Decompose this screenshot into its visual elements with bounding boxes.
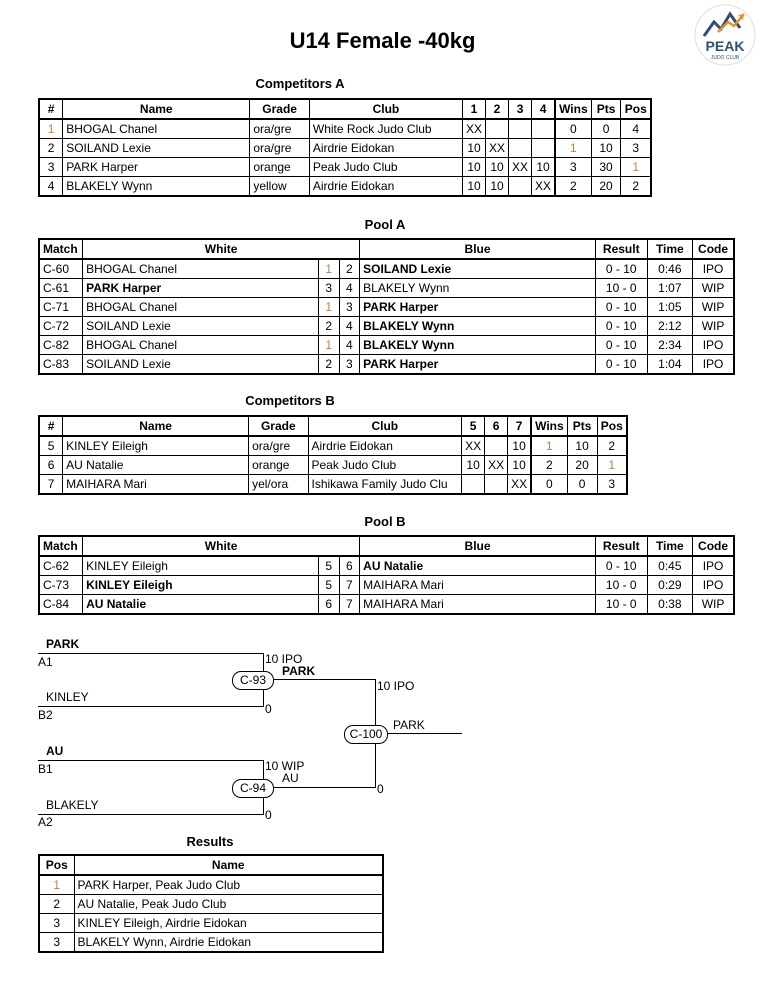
- table-cell: 1: [39, 875, 74, 895]
- table-cell: 10: [486, 177, 509, 197]
- table-cell: 2: [39, 895, 74, 914]
- table-header-row: [39, 416, 627, 436]
- table-row: [39, 475, 627, 495]
- table-cell: BHOGAL Chanel: [83, 298, 319, 317]
- table-cell: WIP: [693, 298, 734, 317]
- table-cell: 20: [567, 456, 597, 475]
- bracket-score: 0: [265, 808, 272, 822]
- table-cell: 3: [555, 158, 591, 177]
- table-cell: 2: [621, 177, 651, 197]
- col-header: White: [83, 536, 360, 556]
- col-header: White: [83, 239, 360, 259]
- col-header: 1: [463, 99, 486, 119]
- col-header: Wins: [531, 416, 567, 436]
- table-cell: 1: [318, 336, 339, 355]
- table-cell: White Rock Judo Club: [309, 119, 462, 139]
- bracket-line: [38, 814, 264, 815]
- table-cell: 2:34: [647, 336, 692, 355]
- bracket-line: [264, 679, 376, 680]
- bracket-competitor-2: KINLEY: [46, 690, 89, 704]
- table-cell: Airdrie Eidokan: [309, 177, 462, 197]
- table-row: [39, 279, 734, 298]
- table-cell: 10: [463, 177, 486, 197]
- table-cell: ora/gre: [249, 436, 308, 456]
- table-cell: KINLEY Eileigh: [83, 556, 319, 576]
- table-row: [39, 355, 734, 375]
- match-node-c94: C-94: [232, 779, 274, 798]
- table-cell: 0 - 10: [595, 298, 647, 317]
- table-cell: 10: [591, 139, 621, 158]
- table-cell: 1: [318, 259, 339, 279]
- table-row: [39, 933, 383, 953]
- table-cell: 20: [591, 177, 621, 197]
- table-cell: XX: [486, 139, 509, 158]
- table-cell: 10 - 0: [595, 279, 647, 298]
- table-cell: 3: [39, 933, 74, 953]
- table-cell: 2: [339, 259, 360, 279]
- table-cell: 1:07: [647, 279, 692, 298]
- table-cell: 3: [318, 279, 339, 298]
- table-cell: WIP: [693, 595, 734, 615]
- logo-text: PEAK: [705, 38, 745, 54]
- competitors-a-table: [38, 98, 652, 197]
- table-cell: XX: [532, 177, 556, 197]
- table-cell: XX: [463, 119, 486, 139]
- table-cell: 0:46: [647, 259, 692, 279]
- table-cell: 7: [339, 576, 360, 595]
- table-cell: Peak Judo Club: [309, 158, 462, 177]
- table-cell: BLAKELY Wynn: [360, 279, 596, 298]
- table-cell: 0:45: [647, 556, 692, 576]
- table-cell: KINLEY Eileigh: [63, 436, 249, 456]
- table-cell: [462, 475, 485, 495]
- table-cell: BLAKELY Wynn: [360, 317, 596, 336]
- table-cell: PARK Harper, Peak Judo Club: [74, 875, 383, 895]
- table-cell: 7: [39, 475, 63, 495]
- table-cell: 0: [567, 475, 597, 495]
- col-header: Blue: [360, 536, 596, 556]
- competitors-a-heading: Competitors A: [255, 76, 345, 91]
- table-cell: 2: [531, 456, 567, 475]
- table-cell: [486, 119, 509, 139]
- table-cell: 1: [597, 456, 627, 475]
- table-cell: 5: [39, 436, 63, 456]
- bracket-score: 10 WIP: [265, 759, 305, 773]
- table-cell: C-62: [39, 556, 83, 576]
- table-row: [39, 595, 734, 615]
- table-header-row: [39, 99, 651, 119]
- col-header: Pts: [591, 99, 621, 119]
- table-row: [39, 436, 627, 456]
- table-cell: BLAKELY Wynn, Airdrie Eidokan: [74, 933, 383, 953]
- table-cell: 0 - 10: [595, 355, 647, 375]
- col-header: 5: [462, 416, 485, 436]
- col-header: 2: [486, 99, 509, 119]
- table-cell: IPO: [693, 576, 734, 595]
- table-row: [39, 119, 651, 139]
- table-cell: 1: [531, 436, 567, 456]
- col-header: Pos: [621, 99, 651, 119]
- table-cell: 0: [591, 119, 621, 139]
- table-cell: MAIHARA Mari: [360, 576, 596, 595]
- col-header: Time: [647, 239, 692, 259]
- table-cell: 1:04: [647, 355, 692, 375]
- table-header-row: [39, 536, 734, 556]
- table-cell: Ishikawa Family Judo Clu: [308, 475, 462, 495]
- table-cell: 2: [318, 317, 339, 336]
- table-cell: WIP: [693, 279, 734, 298]
- table-cell: MAIHARA Mari: [63, 475, 249, 495]
- table-cell: 6: [318, 595, 339, 615]
- table-cell: 0:29: [647, 576, 692, 595]
- bracket-seed-3: B1: [38, 762, 53, 776]
- bracket-line: [38, 706, 264, 707]
- bracket-competitor-1: PARK: [46, 637, 80, 651]
- table-cell: C-84: [39, 595, 83, 615]
- table-cell: 3: [39, 914, 74, 933]
- col-header: Time: [647, 536, 692, 556]
- table-cell: C-71: [39, 298, 83, 317]
- table-cell: 0 - 10: [595, 556, 647, 576]
- table-cell: BLAKELY Wynn: [360, 336, 596, 355]
- peak-judo-logo: [694, 2, 756, 68]
- table-cell: 6: [39, 456, 63, 475]
- pool-a-table: [38, 238, 735, 375]
- table-cell: C-83: [39, 355, 83, 375]
- table-cell: SOILAND Lexie: [83, 355, 319, 375]
- table-cell: 4: [621, 119, 651, 139]
- table-cell: 3: [621, 139, 651, 158]
- table-cell: [509, 119, 532, 139]
- table-cell: 3: [597, 475, 627, 495]
- table-cell: XX: [485, 456, 508, 475]
- page-title: U14 Female -40kg: [289, 28, 476, 53]
- table-row: [39, 556, 734, 576]
- table-cell: 0 - 10: [595, 336, 647, 355]
- table-cell: 5: [318, 576, 339, 595]
- table-header-row: [39, 239, 734, 259]
- pool-a-heading: Pool A: [364, 217, 406, 232]
- col-header: Wins: [555, 99, 591, 119]
- col-header: Match: [39, 239, 83, 259]
- table-cell: KINLEY Eileigh: [83, 576, 319, 595]
- table-cell: SOILAND Lexie: [360, 259, 596, 279]
- bracket-seed-2: B2: [38, 708, 53, 722]
- table-cell: 2: [555, 177, 591, 197]
- table-cell: [485, 475, 508, 495]
- col-header: Code: [693, 536, 734, 556]
- competitors-b-table: [38, 415, 628, 495]
- table-cell: 7: [339, 595, 360, 615]
- table-cell: [509, 139, 532, 158]
- table-cell: Airdrie Eidokan: [309, 139, 462, 158]
- table-cell: 4: [39, 177, 63, 197]
- table-cell: C-61: [39, 279, 83, 298]
- col-header: Name: [63, 416, 249, 436]
- table-cell: Airdrie Eidokan: [308, 436, 462, 456]
- table-row: [39, 875, 383, 895]
- table-cell: yel/ora: [249, 475, 308, 495]
- table-cell: XX: [508, 475, 532, 495]
- table-cell: 10 - 0: [595, 595, 647, 615]
- table-cell: 5: [318, 556, 339, 576]
- table-row: [39, 576, 734, 595]
- table-cell: PARK Harper: [83, 279, 319, 298]
- table-cell: SOILAND Lexie: [83, 317, 319, 336]
- bracket-competitor-4: BLAKELY: [46, 798, 99, 812]
- table-cell: 1: [621, 158, 651, 177]
- col-header: Result: [595, 536, 647, 556]
- bracket-score: 0: [377, 782, 384, 796]
- bracket-score: 10 IPO: [377, 679, 415, 693]
- table-cell: ora/gre: [250, 119, 310, 139]
- table-cell: 0:38: [647, 595, 692, 615]
- table-row: [39, 317, 734, 336]
- match-node-c100: C-100: [344, 725, 388, 744]
- col-header: 6: [485, 416, 508, 436]
- col-header: Grade: [250, 99, 310, 119]
- table-cell: ora/gre: [250, 139, 310, 158]
- bracket-final-winner: PARK: [393, 718, 425, 732]
- col-header: Pos: [39, 855, 74, 875]
- table-cell: 3: [339, 355, 360, 375]
- table-cell: C-72: [39, 317, 83, 336]
- table-cell: 10: [463, 158, 486, 177]
- table-cell: Peak Judo Club: [308, 456, 462, 475]
- table-cell: BHOGAL Chanel: [83, 336, 319, 355]
- table-row: [39, 139, 651, 158]
- table-cell: 6: [339, 556, 360, 576]
- bracket-competitor-3: AU: [46, 744, 64, 758]
- table-row: [39, 259, 734, 279]
- table-cell: MAIHARA Mari: [360, 595, 596, 615]
- table-cell: 10: [508, 456, 532, 475]
- table-cell: 10: [567, 436, 597, 456]
- table-cell: [485, 436, 508, 456]
- table-cell: C-60: [39, 259, 83, 279]
- table-cell: 0: [531, 475, 567, 495]
- table-cell: IPO: [693, 336, 734, 355]
- col-header: Club: [308, 416, 462, 436]
- table-cell: 3: [339, 298, 360, 317]
- table-cell: 10: [462, 456, 485, 475]
- table-row: [39, 456, 627, 475]
- table-cell: XX: [509, 158, 532, 177]
- col-header: 7: [508, 416, 532, 436]
- table-cell: C-73: [39, 576, 83, 595]
- table-cell: 2: [318, 355, 339, 375]
- bracket-seed-4: A2: [38, 815, 53, 829]
- table-cell: 4: [339, 336, 360, 355]
- table-cell: 10 - 0: [595, 576, 647, 595]
- bracket-line: [376, 733, 462, 734]
- table-cell: PARK Harper: [63, 158, 250, 177]
- table-cell: 1:05: [647, 298, 692, 317]
- match-node-c93: C-93: [232, 671, 274, 690]
- table-cell: XX: [462, 436, 485, 456]
- logo-subtext: JUDO CLUB: [710, 55, 740, 61]
- col-header: Blue: [360, 239, 596, 259]
- col-header: Club: [309, 99, 462, 119]
- table-row: [39, 914, 383, 933]
- table-row: [39, 298, 734, 317]
- col-header: Result: [595, 239, 647, 259]
- table-cell: 30: [591, 158, 621, 177]
- table-cell: 2: [597, 436, 627, 456]
- col-header: #: [39, 416, 63, 436]
- col-header: 3: [509, 99, 532, 119]
- table-cell: 10: [532, 158, 556, 177]
- table-header-row: [39, 855, 383, 875]
- pool-b-heading: Pool B: [364, 514, 406, 529]
- col-header: 4: [532, 99, 556, 119]
- bracket-line: [38, 760, 264, 761]
- table-cell: AU Natalie: [83, 595, 319, 615]
- table-cell: 0 - 10: [595, 317, 647, 336]
- table-row: [39, 158, 651, 177]
- bracket-line: [38, 653, 264, 654]
- table-cell: 0 - 10: [595, 259, 647, 279]
- table-cell: IPO: [693, 355, 734, 375]
- table-cell: C-82: [39, 336, 83, 355]
- bracket-score: 10 IPO: [265, 652, 303, 666]
- table-cell: KINLEY Eileigh, Airdrie Eidokan: [74, 914, 383, 933]
- table-cell: BHOGAL Chanel: [83, 259, 319, 279]
- bracket-winner: PARK: [282, 664, 316, 678]
- results-table: [38, 854, 384, 953]
- col-header: #: [39, 99, 63, 119]
- col-header: Name: [63, 99, 250, 119]
- table-row: [39, 177, 651, 197]
- table-cell: orange: [249, 456, 308, 475]
- table-cell: 2: [39, 139, 63, 158]
- col-header: Grade: [249, 416, 308, 436]
- table-cell: 3: [39, 158, 63, 177]
- table-cell: 1: [318, 298, 339, 317]
- table-cell: AU Natalie: [360, 556, 596, 576]
- col-header: Pos: [597, 416, 627, 436]
- table-cell: yellow: [250, 177, 310, 197]
- table-cell: AU Natalie: [63, 456, 249, 475]
- table-cell: IPO: [693, 556, 734, 576]
- table-cell: [509, 177, 532, 197]
- competitors-b-heading: Competitors B: [245, 393, 335, 408]
- table-row: [39, 336, 734, 355]
- table-cell: 4: [339, 317, 360, 336]
- table-cell: PARK Harper: [360, 355, 596, 375]
- table-cell: 10: [463, 139, 486, 158]
- col-header: Name: [74, 855, 383, 875]
- table-cell: WIP: [693, 317, 734, 336]
- table-cell: BLAKELY Wynn: [63, 177, 250, 197]
- col-header: Match: [39, 536, 83, 556]
- table-cell: SOILAND Lexie: [63, 139, 250, 158]
- bracket-score: 0: [265, 702, 272, 716]
- table-cell: orange: [250, 158, 310, 177]
- table-cell: 2:12: [647, 317, 692, 336]
- col-header: Pts: [567, 416, 597, 436]
- table-cell: AU Natalie, Peak Judo Club: [74, 895, 383, 914]
- table-row: [39, 895, 383, 914]
- table-cell: BHOGAL Chanel: [63, 119, 250, 139]
- table-cell: [532, 119, 556, 139]
- table-cell: [532, 139, 556, 158]
- pool-b-table: [38, 535, 735, 615]
- table-cell: 1: [39, 119, 63, 139]
- bracket-winner: AU: [282, 771, 299, 785]
- table-cell: 10: [486, 158, 509, 177]
- table-cell: IPO: [693, 259, 734, 279]
- results-heading: Results: [186, 834, 234, 849]
- table-cell: 10: [508, 436, 532, 456]
- bracket-seed-1: A1: [38, 655, 53, 669]
- table-cell: 1: [555, 139, 591, 158]
- bracket-line: [264, 787, 376, 788]
- table-cell: PARK Harper: [360, 298, 596, 317]
- table-cell: 4: [339, 279, 360, 298]
- col-header: Code: [693, 239, 734, 259]
- table-cell: 0: [555, 119, 591, 139]
